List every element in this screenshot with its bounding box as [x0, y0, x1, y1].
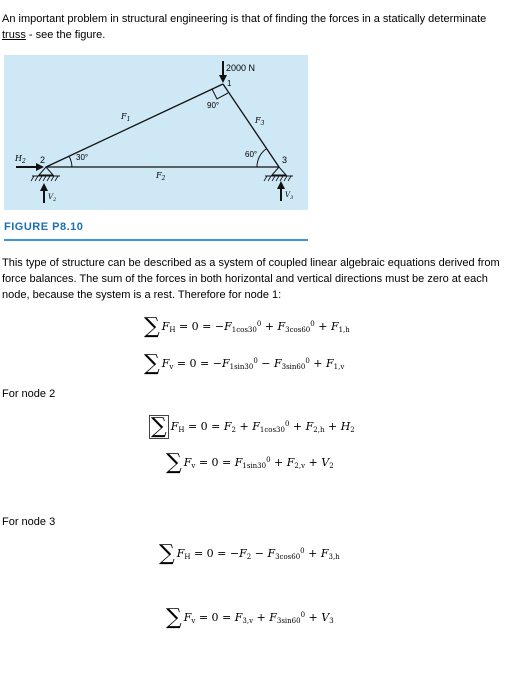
node1-label: 1: [227, 79, 232, 88]
truss-diagram: [4, 55, 308, 210]
body-paragraph: This type of structure can be described as a system of coupled linear algebraic equations derived from force balances. The sum of the forces in both horizontal and vertical directions must be zero at each node, because the system is a rest. Therefore for node 1:: [2, 257, 500, 301]
angle-arc-30: [69, 156, 72, 167]
node3-label: 3: [282, 155, 288, 165]
right-angle-marker: [212, 89, 228, 99]
sigma-symbol: ∑: [166, 450, 182, 475]
sigma-symbol: ∑: [144, 314, 160, 339]
equation-node1-horizontal: [144, 314, 350, 340]
equation-text: $F_v = 0 = F_{1sin30}^0 + F_{2,v} + V_2$: [183, 456, 334, 470]
v3-label: $V_3$: [285, 191, 294, 201]
sigma-symbol: ∑: [151, 414, 167, 439]
f3-label: $F_3$: [255, 116, 265, 127]
node2-label: For node 2: [2, 388, 56, 400]
truss-link[interactable]: truss: [2, 29, 26, 41]
f2-label: $F_2$: [156, 171, 166, 182]
v2-label: $V_2$: [48, 193, 57, 203]
node3-label: For node 3: [2, 516, 56, 528]
node2-label: 2: [40, 155, 46, 165]
equation-text: $F_H = 0 = -F_{1cos30}^0 + F_{3cos60}^0 + F_{1,h}$: [161, 320, 350, 334]
equation-text: $F_v = 0 = -F_{1sin30}^0 - F_{3sin60}^0 + F_{1,v}$: [161, 357, 345, 371]
equation-text: $F_H = 0 = -F_2 - F_{3cos60}^0 + F_{3,h}$: [176, 547, 340, 561]
f1-label: $F_1$: [121, 112, 131, 123]
sigma-symbol: ∑: [144, 351, 160, 376]
figure-rule: [4, 239, 308, 241]
v2-arrowhead: [40, 183, 48, 191]
equation-text: $F_v = 0 = F_{3,v} + F_{3sin60}^0 + V_3$: [183, 611, 334, 625]
sigma-symbol: ∑: [166, 605, 182, 630]
sigma-symbol: ∑: [159, 541, 175, 566]
load-label: 2000 N: [226, 63, 256, 73]
equation-node3-vertical: [166, 605, 334, 631]
angle-30-label: 30°: [76, 153, 89, 162]
angle-arc-60: [257, 149, 266, 167]
load-arrowhead: [219, 75, 227, 83]
support-node3: [272, 167, 286, 175]
intro-text-end: - see the figure.: [25, 29, 106, 41]
equation-node2-horizontal: [149, 414, 355, 440]
figure-caption: FIGURE P8.10: [4, 221, 84, 233]
member-f1: [46, 84, 223, 167]
v3-arrowhead: [277, 181, 285, 189]
equation-text: $F_H = 0 = F_2 + F_{1cos30}^0 + F_{2,h} + H_2$: [170, 420, 355, 434]
truss-figure: [4, 55, 308, 210]
intro-text-start: An important problem in structural engineering is that of finding the forces in a statically determinate: [2, 13, 487, 25]
equation-node3-horizontal: [159, 541, 340, 567]
angle-60-label: 60°: [245, 150, 258, 159]
intro-paragraph: [2, 11, 507, 43]
h2-label: $H_2$: [15, 154, 26, 165]
equation-node1-vertical: [144, 351, 344, 377]
angle-90-label: 90°: [207, 101, 220, 110]
equation-node2-vertical: [166, 450, 334, 476]
